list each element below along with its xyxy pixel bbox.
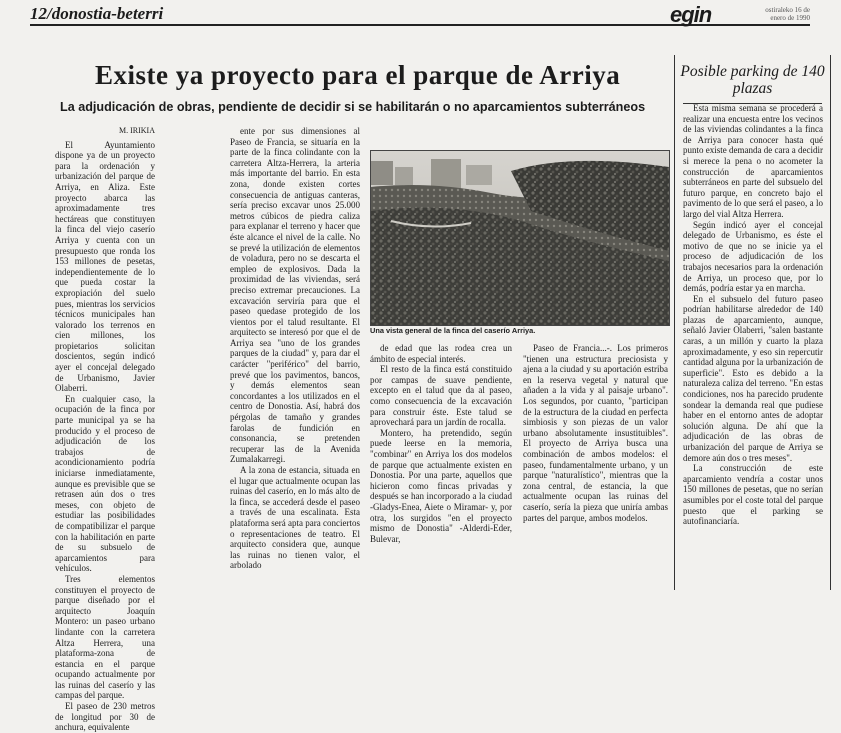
sidebar-body (683, 103, 823, 527)
sidebar-title: Posible parking de 140 plazas (680, 63, 825, 97)
article-headline: Existe ya proyecto para el parque de Arriya (95, 60, 621, 90)
newspaper-logo: egin (670, 2, 712, 27)
issue-date (765, 6, 810, 22)
article-column-3 (370, 343, 512, 590)
paragraph: Tres elementos constituyen el proyecto de parque diseñado por el arquitecto Joaquín Montero: un paseo urbano lindante con la carretera Altza Herrera, una plataforma-zona de estancia en el parque ocupando actualmente por las ruinas del caserío y las campas del parque. (55, 573, 155, 701)
paragraph: A la zona de estancia, situada en el lugar que actualmente ocupan las ruinas del caserío, en lo más alto de la finca, se accederá desde el paseo a través de una escalinata. Esta plataforma será apta para conciertos o representaciones de teatro. El arquitecto considera que, aunque las ruinas no tienen valor, el arbolado (230, 465, 360, 571)
sidebar-box (674, 55, 831, 590)
paragraph: Montero, ha pretendido, según puede leerse en la memoria, "combinar" en Arriya los dos modelos de parque que actualmente existen en Donostia. Por una parte, aquellos que hicieron como fincas privadas y después se han incorporado a la ciudad -Gladys-Enea, Aiete o Miramar- y, por otra, los surgidos "en el proyecto mismo de Donostia" -Alderdi-Eder, Bulevar, (370, 427, 512, 544)
paragraph: El paseo de 230 metros de longitud por 30 de anchura, equivalente (55, 701, 155, 733)
paragraph: de edad que las rodea crea un ámbito de especial interés. (370, 343, 512, 364)
paragraph: ente por sus dimensiones al Paseo de Francia, se situaría en la parte de la finca colindante con la carretera Altza-Herrera, la arteria más importante del barrio. En esta zona, donde existen cortes consecuencia de antiguas canteras, sería preciso excavar unos 25.000 metros cúbicos de piedra caliza para explanar el terreno y hacer que éste alcance el nivel de la calle. No se prevé la utilización de elementos de voladura, pero no se descarta el empleo de explosivos. Dada la proximidad de las viviendas, será preciso extremar precauciones. La excavación serviría para que el paseo quedase protegido de los vientos por el talud resultante. El arquitecto se interesó por que el de Arriya sea "uno de los grandes parques de la ciudad" y, para dar el carácter "periférico" del barrio, prevé que los pavimentos, bancos, y demás elementos sean concordantes a los utilizados en el centro de Donostia. Así, habrá dos pérgolas de tamaño y grandes farolas de fundición en consonancia, se pretenden recuperar las de la Avenida Zumalakarregi. (230, 126, 360, 465)
date-line-2: enero de 1990 (770, 14, 810, 22)
article-subheadline: La adjudicación de obras, pendiente de decidir si se habilitarán o no aparcamientos subterráneos (60, 100, 646, 114)
paragraph: El Ayuntamiento dispone ya de un proyecto para la ordenación y urbanización del parque de Arriya, en Aliza. Este proyecto abarca las aproximadamente tres hectáreas que constituyen la finca del viejo caserío Arriya y cuenta con un presupuesto que ronda los 153 millones de pesetas, independientemente de lo que pueda costar la expropiación del suelo pues, mientras los servicios técnicos municipales han valorado los terrenos en cien millones, los propietarios solicitan doscientos, según indicó ayer el concejal delegado de Urbanismo, Javier Olaberri. (55, 139, 155, 394)
date-line-1: ostiraleko 16 de (765, 6, 810, 14)
article-column-1 (55, 126, 155, 733)
park-photo (370, 150, 670, 326)
paragraph: En cualquier caso, la ocupación de la finca por parte municipal ya se ha producido y el proceso de adjudicación de los trabajos de acondicionamiento podría iniciarse inmediatamente, aunque es previsible que se retrasen aún dos o tres meses, con objeto de estudiar las posibilidades de compatibilizar el parque con la habilitación en parte de su subsuelo de aparcamientos para vehículos. (55, 393, 155, 574)
photo-image (371, 151, 669, 325)
paragraph: En el subsuelo del futuro paseo podrían habilitarse alrededor de 140 plazas de aparcamiento, aunque, señaló Javier Olaberri, "salen bastante caras, a un millón y cuarto la plaza aproximadamente, y eso sin repercutir cantidad alguna por la urbanización de superficie". Esto es debido a la naturaleza caliza del terreno. "En estas condiciones, nos ha parecido prudente sondear la demanda real que pudiese haber en el entorno antes de adoptar solución alguna. De ahí que la adjudicación de las obras de urbanización del parque de Arriya se demore aún dos o tres meses". (683, 293, 823, 463)
paragraph: Esta misma semana se procederá a realizar una encuesta entre los vecinos de las viviendas colindantes a la finca de Arriya para conocer hasta qué punto existe demanda de cara a decidir si merece la pena o no acometer la construcción de aparcamientos subterráneos en parte del subsuelo del futuro parque, en concreto bajo el pavimento de lo que será el paseo, a lo largo del vial Altza Herrera. (683, 103, 823, 219)
article-column-4 (523, 343, 668, 590)
paragraph: Según indicó ayer el concejal delegado de Urbanismo, es éste el motivo de que no se inicie ya el proceso de adjudicación de los trabajos necesarios para la ordenación de Arriya, un proceso que, por lo demás, podría estar ya en marcha. (683, 219, 823, 294)
paragraph: La construcción de este aparcamiento vendría a costar unos 150 millones de pesetas, que no serían asumibles por el coste total del parque puesto que el parking se autofinanciaría. (683, 463, 823, 527)
article-column-2 (230, 126, 360, 590)
page-header (30, 4, 810, 26)
byline: M. IRIKIA (119, 126, 155, 135)
paragraph: Paseo de Francia...-. Los primeros "tienen una estructura preciosista y ajena a la ciudad y su aportación estriba en la reserva vegetal y natural que añaden a la vida y al paisaje urbano". Los segundos, por cuanto, "participan de la estructura de la ciudad en perfecta simbiosis y son piezas de un valor urbano absolutamente insustituibles". El proyecto de Arriya busca una combinación de ambos modelos: el paseo, fundamentalmente urbano, y un parque "naturalístico", mientras que la zona central, de estancia, la que actualmente ocupan las ruinas del caserío, sería la pieza que uniría ambas partes del parque, ambos modelos. (523, 343, 668, 523)
section-title: 12/donostia-beterri (30, 4, 164, 23)
paragraph: El resto de la finca está constituido por campas de suave pendiente, excepto en el talud que da al paseo, como consecuencia de la excavación para construir éste. Este talud se aprovechará para un jardín de rocalla. (370, 364, 512, 428)
photo-caption: Una vista general de la finca del caserío Arriya. (370, 326, 536, 335)
